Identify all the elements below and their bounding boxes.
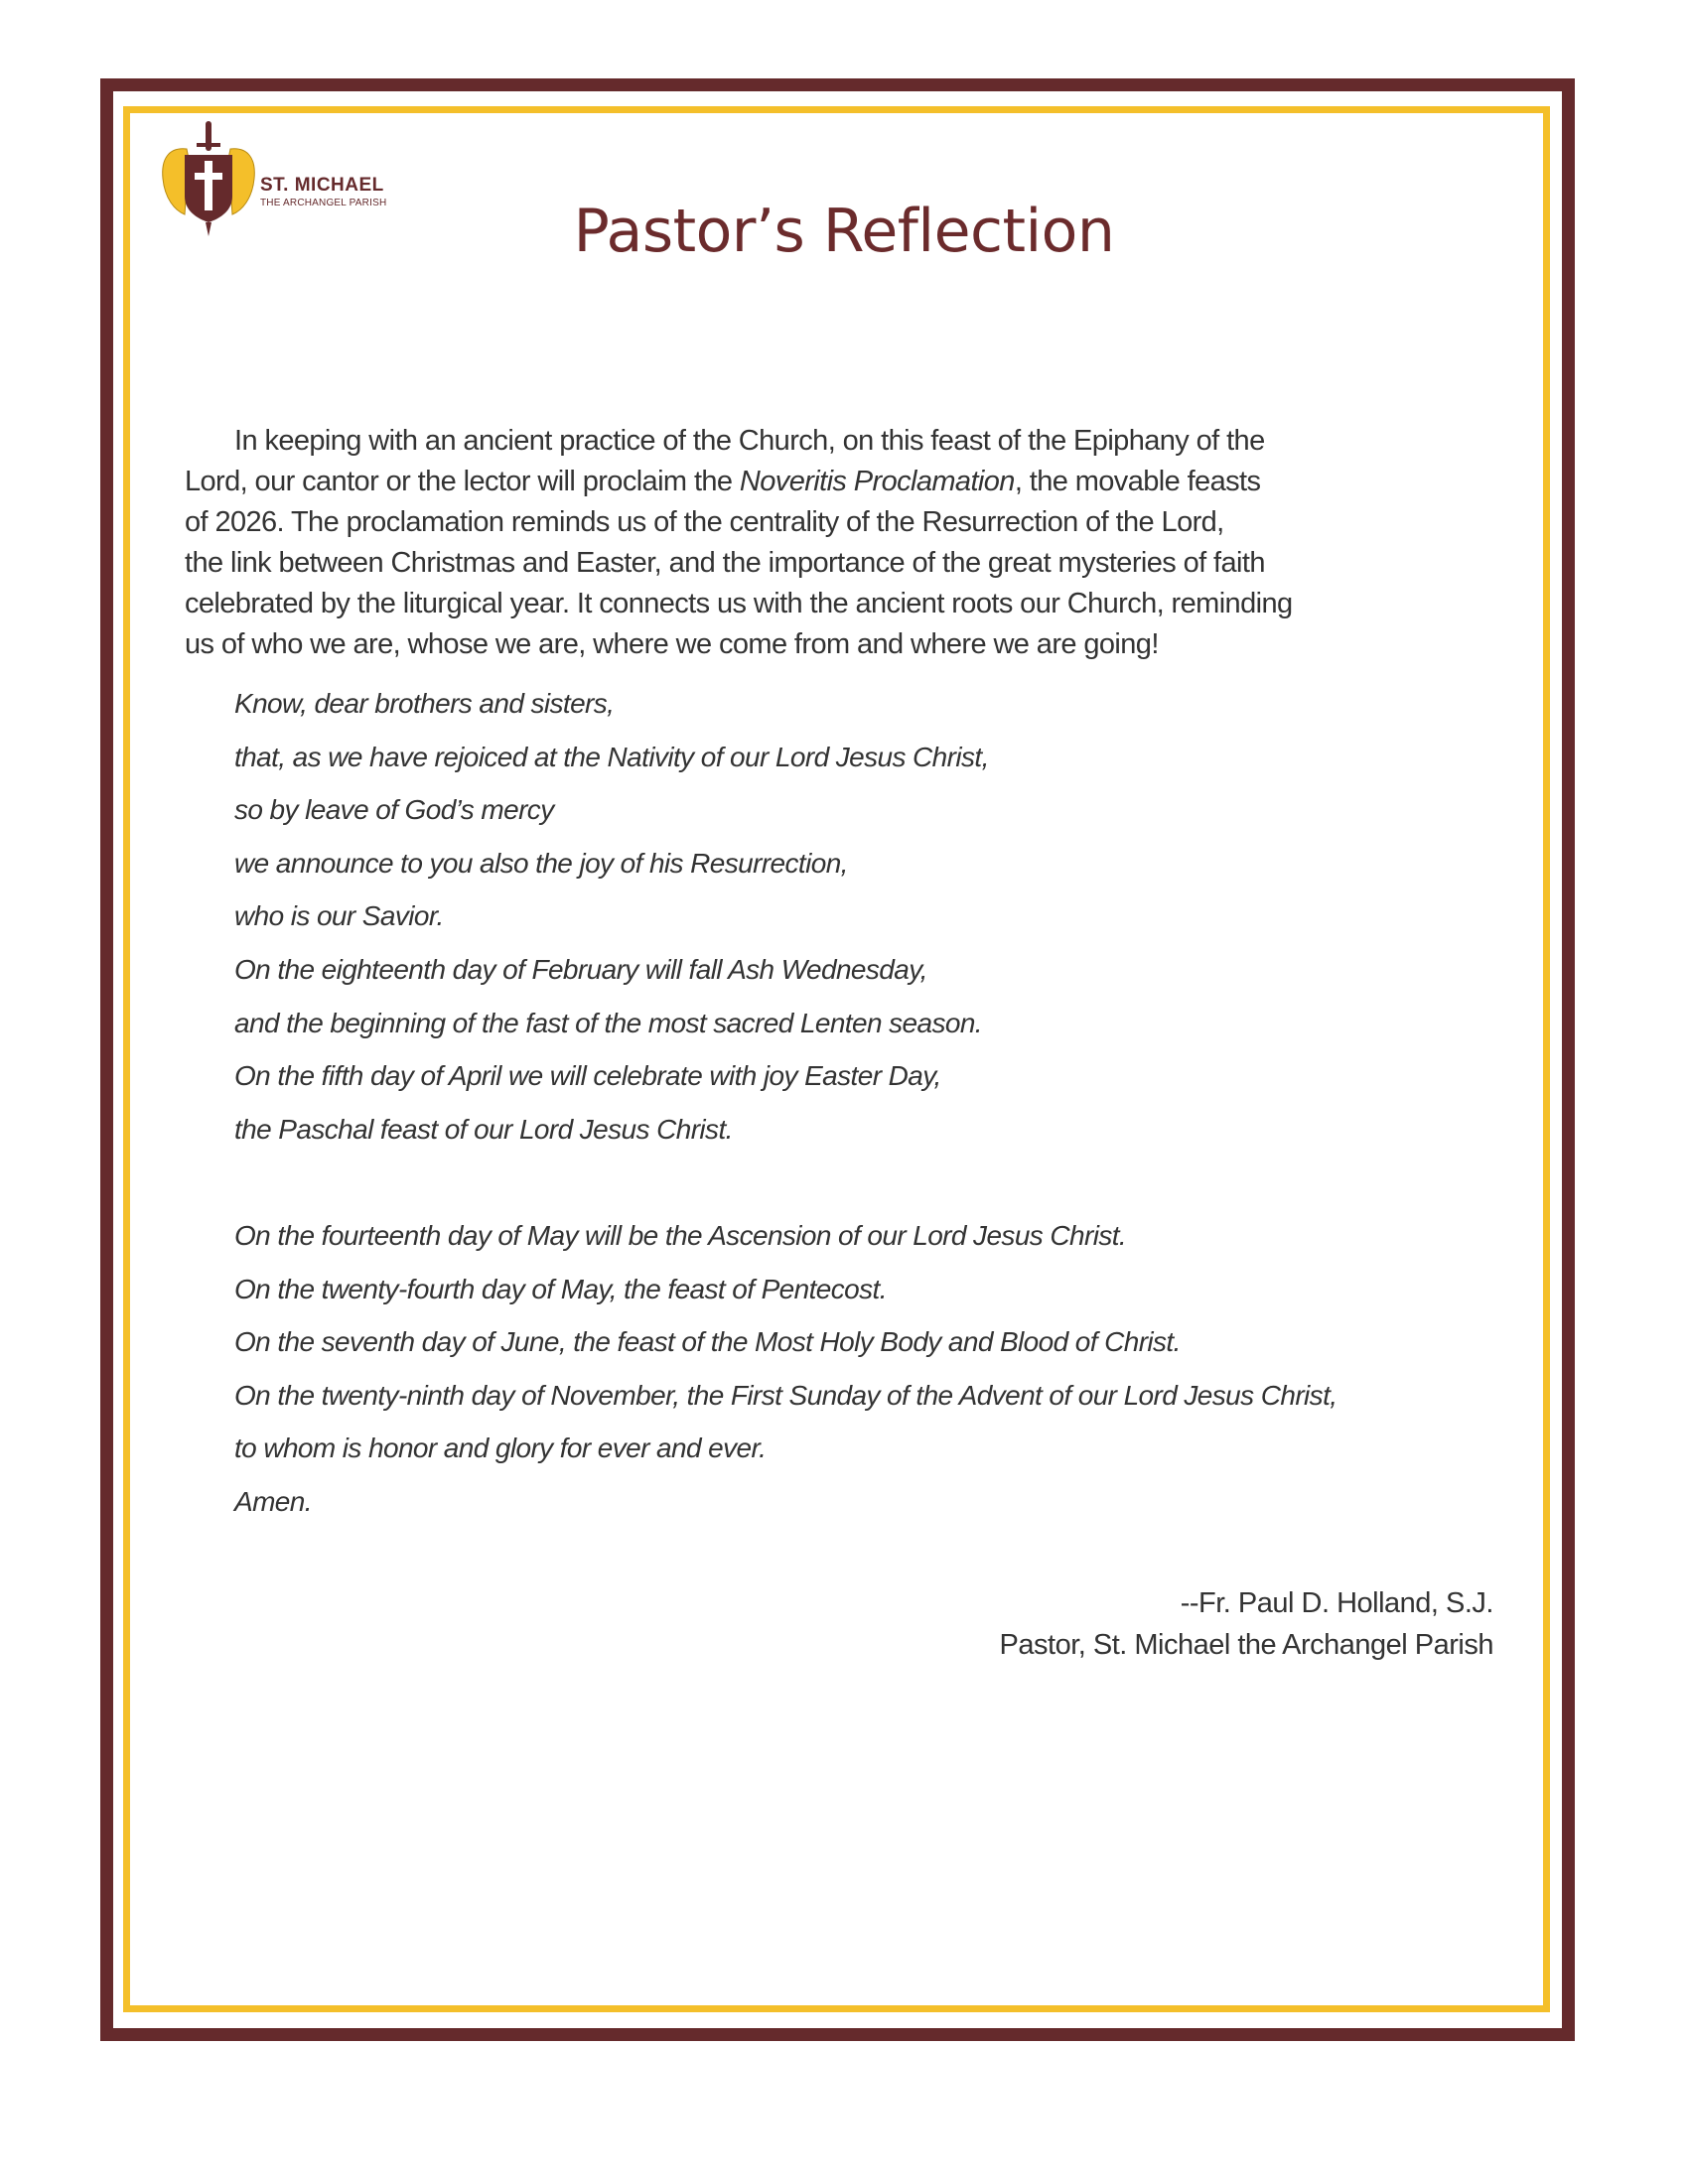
noveritis-proclamation xyxy=(234,677,1336,1529)
proclamation-line: On the twenty-fourth day of May, the feast of Pentecost. xyxy=(234,1273,887,1304)
proclamation-line: we announce to you also the joy of his Resurrection, xyxy=(234,847,848,879)
text-run: , the movable feasts xyxy=(1014,466,1261,497)
text-run: the link between Christmas and Easter, and the importance of the great mysteries of faith xyxy=(185,547,1265,579)
proclamation-line xyxy=(234,1156,1336,1209)
text-run: In keeping with an ancient practice of the Church, on this feast of the Epiphany of the xyxy=(234,425,1265,457)
proclamation-line: Amen. xyxy=(234,1485,312,1517)
proclamation-line: On the twenty-ninth day of November, the First Sunday of the Advent of our Lord Jesus Christ, xyxy=(234,1379,1337,1411)
text-run: us of who we are, whose we are, where we come from and where we are going! xyxy=(185,628,1159,660)
page-title: Pastor’s Reflection xyxy=(573,197,1115,267)
text-run: of 2026. The proclamation reminds us of the centrality of the Resurrection of the Lord, xyxy=(185,506,1224,538)
proclamation-line: that, as we have rejoiced at the Nativity of our Lord Jesus Christ, xyxy=(234,741,989,772)
intro-paragraph xyxy=(185,421,1293,665)
text-run: Lord, our cantor or the lector will proclaim the xyxy=(185,466,740,497)
italic-title: Noveritis Proclamation xyxy=(739,466,1015,497)
logo-name: ST. MICHAEL xyxy=(260,175,384,196)
paragraph-line xyxy=(185,543,1293,584)
proclamation-line: On the eighteenth day of February will fall Ash Wednesday, xyxy=(234,953,927,985)
proclamation-line: On the fifth day of April we will celebrate with joy Easter Day, xyxy=(234,1060,941,1092)
paragraph-line xyxy=(185,462,1293,502)
signature-name: --Fr. Paul D. Holland, S.J. xyxy=(1180,1587,1493,1619)
proclamation-line: On the fourteenth day of May will be the Ascension of our Lord Jesus Christ. xyxy=(234,1219,1127,1251)
paragraph-line xyxy=(185,502,1293,543)
proclamation-line: On the seventh day of June, the feast of the Most Holy Body and Blood of Christ. xyxy=(234,1326,1181,1358)
logo-subtitle: THE ARCHANGEL PARISH xyxy=(260,198,387,208)
proclamation-line: to whom is honor and glory for ever and ever. xyxy=(234,1433,767,1464)
paragraph-line xyxy=(185,624,1293,665)
signature xyxy=(1000,1582,1493,1666)
proclamation-line: Know, dear brothers and sisters, xyxy=(234,688,615,719)
paragraph-line xyxy=(185,421,1293,462)
text-run: celebrated by the liturgical year. It connects us with the ancient roots our Church, reminding xyxy=(185,588,1293,619)
proclamation-line: who is our Savior. xyxy=(234,900,444,932)
proclamation-line: so by leave of God’s mercy xyxy=(234,794,554,826)
proclamation-line: the Paschal feast of our Lord Jesus Christ. xyxy=(234,1113,733,1145)
signature-role: Pastor, St. Michael the Archangel Parish xyxy=(999,1629,1493,1661)
proclamation-line: and the beginning of the fast of the most sacred Lenten season. xyxy=(234,1007,982,1038)
paragraph-line xyxy=(185,584,1293,624)
